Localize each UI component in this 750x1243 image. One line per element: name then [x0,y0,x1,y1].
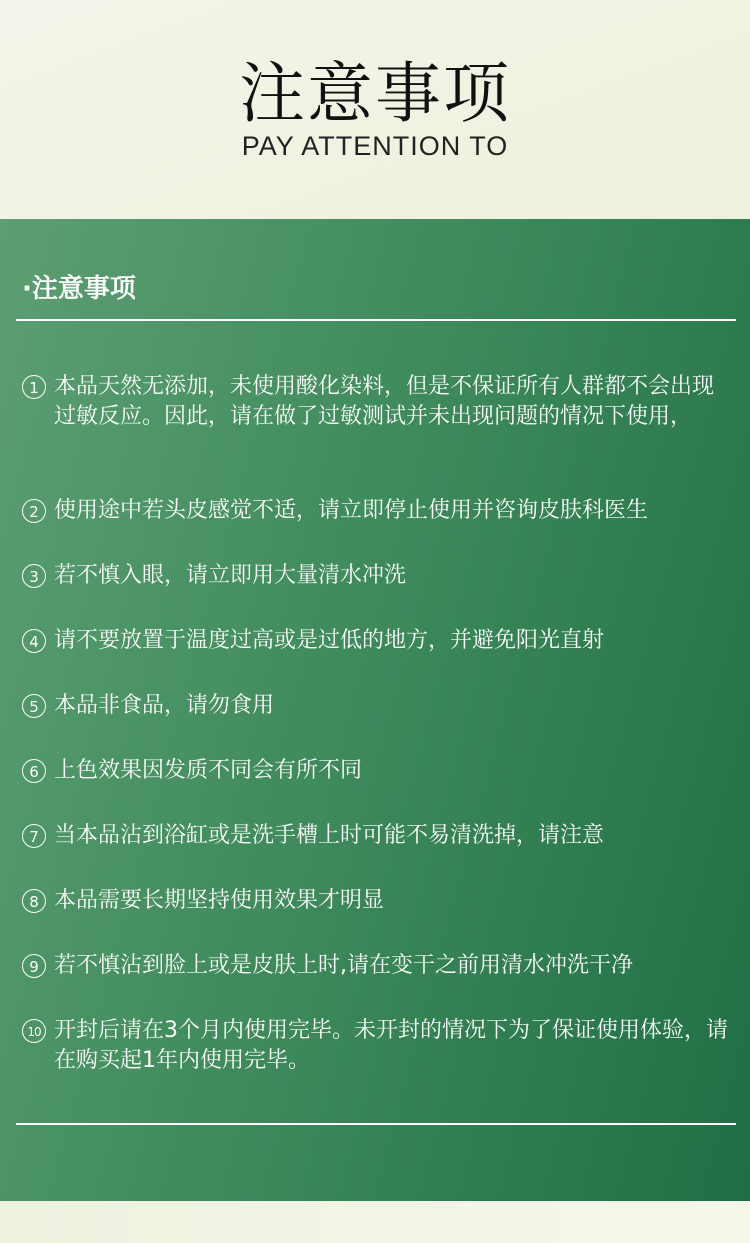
item-text: 开封后请在3个月内使用完毕。未开封的情况下为了保证使用体验，请在购买起1年内使用完毕。 [54,1018,728,1073]
footer-strip [0,1201,750,1243]
item-text: 本品天然无添加，未使用酸化染料，但是不保证所有人群都不会出现过敏反应。因此，请在做了过敏测试并未出现问题的情况下使用， [54,374,715,429]
number-badge: 9 [22,954,46,978]
list-item [22,561,732,591]
page-subtitle: PAY ATTENTION TO [241,131,509,161]
number-badge: 7 [22,824,46,848]
list-item [22,626,732,656]
item-text: 若不慎入眼，请立即用大量清水冲洗 [54,563,407,588]
list-item [22,496,732,526]
divider-bottom [16,1123,736,1125]
list-item [22,372,732,432]
list-item [22,756,732,786]
header-banner [0,0,750,219]
item-text: 当本品沾到浴缸或是洗手槽上时可能不易清洗掉，请注意 [54,823,605,848]
list-item [22,951,732,981]
number-badge: 1 [22,375,46,399]
list-item [22,691,732,721]
number-badge: 10 [22,1019,46,1043]
divider-top [16,319,736,321]
number-badge: 2 [22,499,46,523]
number-badge: 6 [22,759,46,783]
item-text: 请不要放置于温度过高或是过低的地方，并避免阳光直射 [54,628,605,653]
item-text: 若不慎沾到脸上或是皮肤上时,请在变干之前用清水冲洗干净 [54,953,633,978]
page-title: 注意事项 [239,55,511,132]
number-badge: 4 [22,629,46,653]
item-text: 本品非食品，请勿食用 [54,693,275,718]
list-item [22,1016,732,1076]
section-title: ·注意事项 [22,274,136,304]
item-text: 本品需要长期坚持使用效果才明显 [54,888,385,913]
number-badge: 8 [22,889,46,913]
item-text: 使用途中若头皮感觉不适，请立即停止使用并咨询皮肤科医生 [54,498,649,523]
number-badge: 3 [22,564,46,588]
list-item [22,821,732,851]
list-item [22,886,732,916]
number-badge: 5 [22,694,46,718]
item-text: 上色效果因发质不同会有所不同 [54,758,363,783]
